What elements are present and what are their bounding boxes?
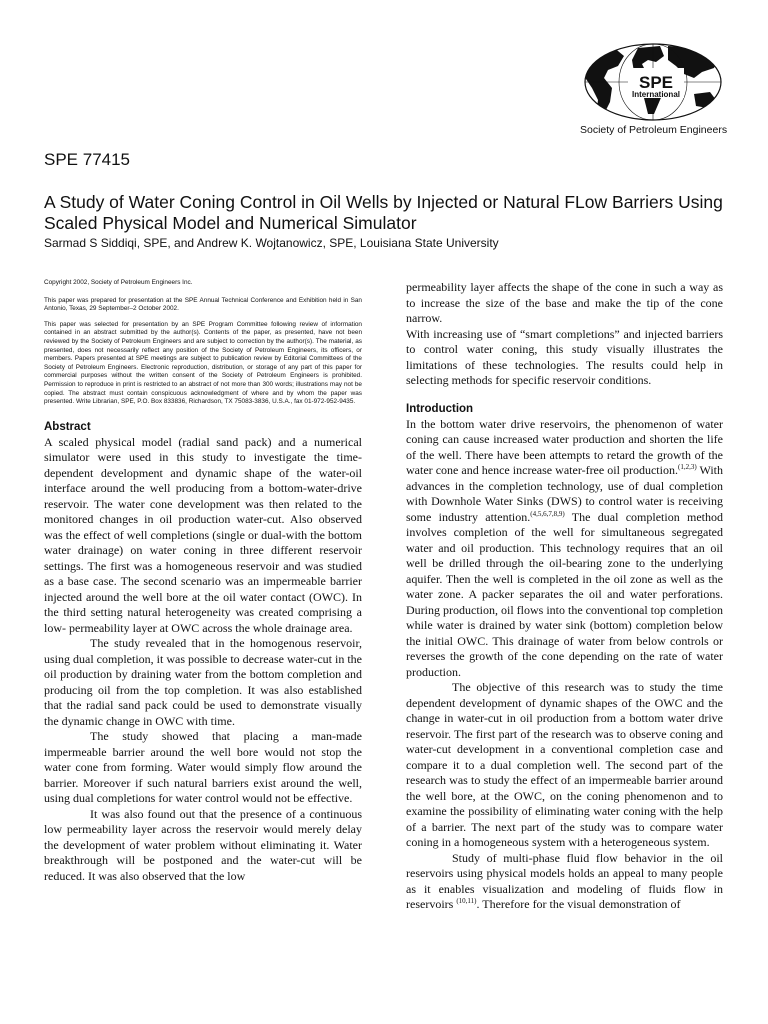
abstract-paragraph: The study showed that placing a man-made impermeable barrier around the well bore would not stop the water cone from forming. Water would simply flow around the barrier. Moreover if such natural barriers exist around the well, using dual completions for water control would not be effective. xyxy=(44,729,362,806)
abstract-heading: Abstract xyxy=(44,420,91,433)
abstract-continuation: permeability layer affects the shape of the cone in such a way as to increase the size of the base and make the tip of the cone narrow. xyxy=(406,280,723,325)
intro-text: Study of multi-phase fluid flow behavior in the oil reservoirs using physical models holds an appeal to many people as it enables visualization and modeling of fluids flow in reservoirs xyxy=(406,850,723,911)
right-column xyxy=(406,280,723,913)
intro-text: . Therefore for the visual demonstration of xyxy=(476,897,681,911)
logo-caption: Society of Petroleum Engineers xyxy=(580,124,728,136)
introduction-heading: Introduction xyxy=(406,402,474,415)
logo-subtitle: International xyxy=(631,90,681,99)
abstract-paragraph: With increasing use of “smart completions” and injected barriers to control water coning, this study visually illustrates the limitations of these technologies. The results could help in selecting methods for specific reservoir conditions. xyxy=(406,326,723,387)
abstract-paragraph: A scaled physical model (radial sand pack) and a numerical simulator were used in this study to investigate the time-dependent development and dynamic shape of the water-oil interface around the well producing from a bottom-water-drive reservoir. The water cone development was then related to the monitored changes in oil production water-cut. Also observed was the effect of well completions (single or dual-with the bottom water drainage) on water coning in three different reservoir settings. The first was a homogeneous reservoir and was studied as a base case. The second scenario was an impermeable barrier injected around the well bore at the oil water contact (OWC). In the third setting natural heterogeneity was created comprising a low- permeability layer at OWC across the whole drainage area. xyxy=(44,434,362,635)
review-notice: This paper was selected for presentation by an SPE Program Committee following review of information contained in an abstract submitted by the author(s). Contents of the paper, as presented, have not been reviewed by the Society of Petroleum Engineers and are subject to correction by the author(s). The material, as presented, does not necessarily reflect any position of the Society of Petroleum Engineers, its officers, or members. Papers presented at SPE meetings are subject to publication review by Editorial Committees of the Society of Petroleum Engineers. Electronic reproduction, distribution, or storage of any part of this paper for commercial purposes without the written consent of the Society of Petroleum Engineers is prohibited. Permission to reproduce in print is restricted to an abstract of not more than 300 words; illustrations may not be copied. The abstract must contain conspicuous acknowledgment of where and by whom the paper was presented. Write Librarian, SPE, P.O. Box 833836, Richardson, TX 75083-3836, U.S.A., fax 01-972-952-9435. xyxy=(44,320,362,406)
presentation-notice: This paper was prepared for presentation at the SPE Annual Technical Conference and Exhibition held in San Antonio, Texas, 29 September–2 October 2002. xyxy=(44,296,362,313)
introduction-paragraph: The objective of this research was to study the time dependent development of dynamic shapes of the OWC and the change in water-cut in oil production from a bottom water drive reservoir. The first part of the research was to observe coning and water-cut development in a conventional completion case and compare it to a dual completion well. The second part of the research was to study the effect of an impermeable barrier around the well bore, at the OWC, on the coning phenomenon and to examine the possibility of eliminating water coning with the help of a barrier. The next part of the study was to compare water coning in a homogeneous system with a heterogeneous system. xyxy=(406,680,723,849)
paper-title: A Study of Water Coning Control in Oil Wells by Injected or Natural FLow Barriers Using Scaled Physical Model and Numerical Simulator xyxy=(44,192,723,233)
spe-logo xyxy=(568,42,728,142)
copyright-notice: Copyright 2002, Society of Petroleum Engineers Inc. xyxy=(44,279,193,286)
abstract-paragraph: It was also found out that the presence of a continuous low permeability layer across the reservoir would merely delay the development of water problem without eliminating it. Water breakthrough will be postponed and the water-cut will be reduced. It was also observed that the low xyxy=(44,806,362,883)
paper-number: SPE 77415 xyxy=(44,150,131,169)
logo-wordmark: SPE xyxy=(638,73,674,92)
introduction-paragraph xyxy=(406,417,723,681)
globe-icon xyxy=(568,42,728,124)
introduction-paragraph xyxy=(406,851,723,913)
left-column xyxy=(44,279,362,884)
intro-text: With advances in the completion technology, use of dual completion with Downhole Water Sinks (DWS) to control water is receiving some industry attention. xyxy=(406,463,724,524)
intro-text: The dual completion method involves completion of the well for simultaneous segregated water and oil production. This technology requires that an oil well be drilled through the oil-bearing zone to the underlying aquifer. Then the well is completed in the oil zone as well as the water zone. A packer separates the oil and water perforations. During production, oil flows into the conventional top completion while water is drained by water sink (bottom) completion below the initial OWC. This drainage of water from below controls or reverses the growth of the cone depending on the rate of water production. xyxy=(406,509,723,679)
citation-ref: (4,5,6,7,8,9) xyxy=(530,509,565,518)
citation-ref: (10,11) xyxy=(456,897,477,905)
intro-text: In the bottom water drive reservoirs, the phenomenon of water coning can cause increased water production and shorten the life of the well. There have been attempts to retard the growth of the water cone and hence increase water-free oil production. xyxy=(406,416,723,477)
abstract-paragraph: The study revealed that in the homogenous reservoir, using dual completion, it was possible to decrease water-cut in the oil production by draining water from the bottom completion and producing oil from the top completion. It was also established that the radial sand pack could be used to demonstrate visually the dynamic change in OWC with time. xyxy=(44,636,363,728)
citation-ref: (1,2,3) xyxy=(677,463,697,471)
authors-line: Sarmad S Siddiqi, SPE, and Andrew K. Wojtanowicz, SPE, Louisiana State University xyxy=(44,236,499,250)
